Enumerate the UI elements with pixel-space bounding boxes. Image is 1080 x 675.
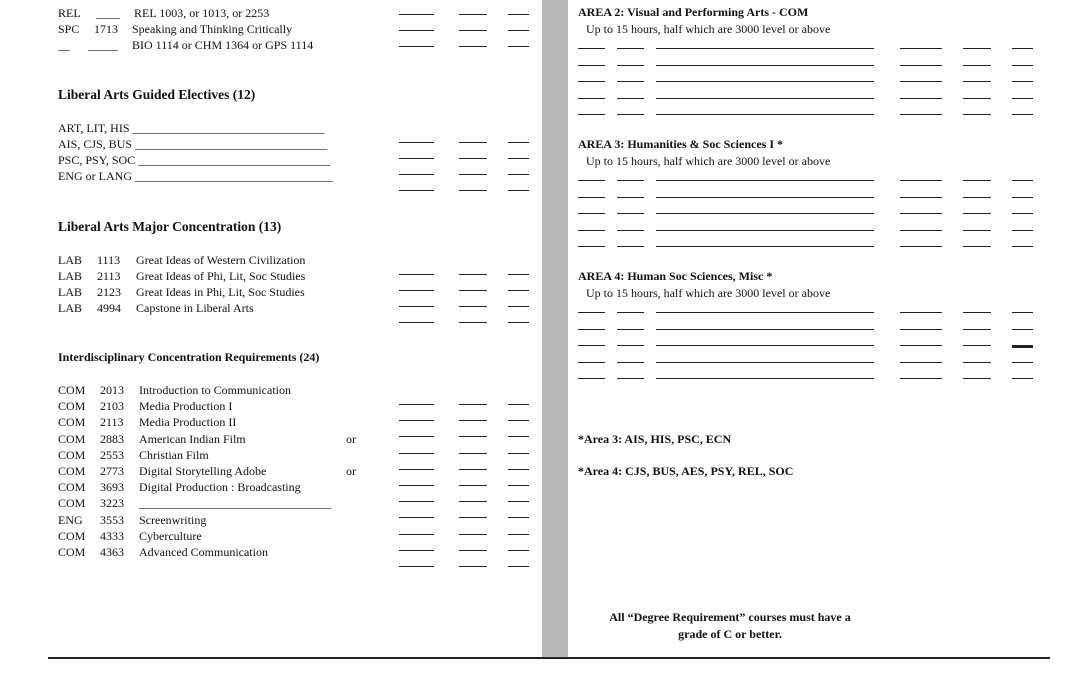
answer-blank <box>399 550 434 551</box>
answer-blank <box>459 274 487 275</box>
answer-blank <box>617 378 644 379</box>
answer-blank <box>399 14 434 15</box>
answer-blank <box>459 158 487 159</box>
answer-blank <box>459 46 487 47</box>
answer-blank <box>900 213 942 214</box>
answer-blank <box>459 306 487 307</box>
answer-blank <box>508 550 529 551</box>
course-title: Digital Production : Broadcasting <box>139 480 301 495</box>
answer-blank <box>399 290 434 291</box>
answer-blank <box>508 453 529 454</box>
answer-blank <box>399 534 434 535</box>
course-row <box>58 528 388 544</box>
course-row <box>58 300 388 316</box>
course-row <box>58 268 388 284</box>
course-number: 2123 <box>97 285 121 299</box>
course-title: Speaking and Thinking Critically <box>132 22 293 36</box>
answer-blank <box>459 453 487 454</box>
answer-blank <box>1012 378 1033 379</box>
course-code: LAB <box>58 269 82 283</box>
answer-blank <box>399 174 434 175</box>
answer-blank <box>399 30 434 31</box>
area-subtitle: Up to 15 hours, half which are 3000 level or above <box>586 22 831 36</box>
answer-blank <box>508 190 529 191</box>
answer-blank <box>399 485 434 486</box>
answer-blank <box>508 274 529 275</box>
answer-blank <box>459 322 487 323</box>
answer-blank <box>578 48 605 49</box>
answer-blank <box>1012 246 1033 247</box>
answer-blank <box>508 30 529 31</box>
course-row <box>58 21 398 37</box>
answer-blank <box>617 329 644 330</box>
course-row <box>58 431 388 447</box>
course-number: 3693 <box>100 480 124 495</box>
answer-blank <box>399 306 434 307</box>
answer-blank <box>1012 180 1033 181</box>
answer-blank <box>578 197 605 198</box>
course-title: Great Ideas in Phi, Lit, Soc Studies <box>136 285 305 299</box>
answer-blank <box>963 180 991 181</box>
answer-blank <box>617 230 644 231</box>
course-title: Christian Film <box>139 447 209 462</box>
grade-note-line-1: All “Degree Requirement” courses must have a <box>609 610 851 624</box>
answer-blank <box>459 290 487 291</box>
answer-blank <box>900 362 942 363</box>
course-number: 2013 <box>100 383 124 397</box>
course-number: 4333 <box>100 528 124 543</box>
course-title: American Indian Film <box>139 431 246 446</box>
course-row <box>58 495 388 511</box>
answer-blank <box>508 404 529 405</box>
or-label: or <box>346 431 356 446</box>
answer-blank <box>578 180 605 181</box>
course-number: 2103 <box>100 399 124 414</box>
elective-row: PSC, PSY, SOC ________________________________ <box>58 153 331 167</box>
answer-blank <box>1012 98 1033 99</box>
answer-blank <box>459 469 487 470</box>
answer-blank <box>578 378 605 379</box>
answer-blank <box>1012 81 1033 82</box>
answer-blank <box>508 306 529 307</box>
answer-blank <box>656 98 874 99</box>
column-divider <box>542 0 568 658</box>
answer-blank <box>617 98 644 99</box>
answer-blank <box>399 517 434 518</box>
answer-blank <box>578 98 605 99</box>
course-code: LAB <box>58 301 82 315</box>
answer-blank <box>656 230 874 231</box>
course-code: COM <box>58 447 86 462</box>
footnote-area-3: *Area 3: AIS, HIS, PSC, ECN <box>578 432 732 446</box>
answer-blank <box>459 534 487 535</box>
answer-blank <box>617 65 644 66</box>
course-number: _____ <box>88 38 118 52</box>
answer-blank <box>508 142 529 143</box>
course-title: Great Ideas of Phi, Lit, Soc Studies <box>136 269 306 283</box>
answer-blank <box>578 345 605 346</box>
answer-blank <box>963 98 991 99</box>
course-code: COM <box>58 415 86 430</box>
answer-blank <box>508 322 529 323</box>
answer-blank <box>1012 230 1033 231</box>
answer-blank <box>656 114 874 115</box>
answer-blank <box>656 48 874 49</box>
answer-blank <box>1012 312 1033 313</box>
answer-blank <box>1012 329 1033 330</box>
answer-blank <box>617 81 644 82</box>
answer-blank <box>399 142 434 143</box>
course-title: Media Production I <box>139 399 233 414</box>
course-row <box>58 447 388 463</box>
answer-blank <box>578 246 605 247</box>
answer-blank <box>508 534 529 535</box>
answer-blank <box>617 312 644 313</box>
course-code: COM <box>58 399 86 414</box>
course-row <box>58 382 388 398</box>
answer-blank <box>459 501 487 502</box>
course-title: ________________________________ <box>139 496 331 511</box>
answer-blank <box>963 213 991 214</box>
course-code: LAB <box>58 253 82 267</box>
answer-blank <box>459 14 487 15</box>
answer-blank <box>617 362 644 363</box>
answer-blank <box>399 190 434 191</box>
course-title: Introduction to Communication <box>139 383 291 397</box>
course-code: COM <box>58 464 86 478</box>
answer-blank <box>578 81 605 82</box>
answer-blank <box>900 197 942 198</box>
course-number: 2113 <box>100 415 124 430</box>
answer-blank <box>508 14 529 15</box>
course-code: COM <box>58 528 86 543</box>
answer-blank <box>963 329 991 330</box>
answer-blank <box>900 65 942 66</box>
answer-blank <box>963 345 991 346</box>
course-title: BIO 1114 or CHM 1364 or GPS 1114 <box>132 38 314 52</box>
answer-blank <box>656 81 874 82</box>
elective-row: ART, LIT, HIS ________________________________ <box>58 121 325 135</box>
answer-blank <box>963 81 991 82</box>
footnote-area-4: *Area 4: CJS, BUS, AES, PSY, REL, SOC <box>578 464 794 478</box>
answer-blank <box>508 174 529 175</box>
answer-blank <box>656 180 874 181</box>
answer-blank <box>1012 65 1033 66</box>
grade-note-line-2: grade of C or better. <box>678 627 782 641</box>
course-title: Screenwriting <box>139 512 207 527</box>
course-row <box>58 479 388 495</box>
answer-blank <box>656 246 874 247</box>
course-code: SPC <box>58 22 80 36</box>
or-label: or <box>346 464 356 478</box>
answer-blank <box>617 213 644 214</box>
course-row <box>58 284 388 300</box>
answer-blank <box>900 48 942 49</box>
answer-blank <box>459 420 487 421</box>
answer-blank <box>900 81 942 82</box>
elective-row: AIS, CJS, BUS ________________________________ <box>58 137 328 151</box>
answer-blank-filled <box>1012 346 1033 348</box>
course-number: 3553 <box>100 512 124 527</box>
answer-blank <box>399 404 434 405</box>
answer-blank <box>459 550 487 551</box>
answer-blank <box>459 30 487 31</box>
answer-blank <box>578 362 605 363</box>
answer-blank <box>459 566 487 567</box>
course-code: COM <box>58 431 86 446</box>
answer-blank <box>399 420 434 421</box>
answer-blank <box>900 345 942 346</box>
course-title: Capstone in Liberal Arts <box>136 301 254 315</box>
course-code: __ <box>58 38 70 52</box>
answer-blank <box>578 114 605 115</box>
course-row <box>58 37 398 53</box>
answer-blank <box>508 158 529 159</box>
course-code: COM <box>58 383 86 397</box>
answer-blank <box>963 114 991 115</box>
course-number: 2553 <box>100 447 124 462</box>
answer-blank <box>578 213 605 214</box>
answer-blank <box>399 46 434 47</box>
answer-blank <box>508 420 529 421</box>
answer-blank <box>1012 213 1033 214</box>
answer-blank <box>656 362 874 363</box>
answer-blank <box>656 213 874 214</box>
course-code: COM <box>58 545 86 559</box>
answer-blank <box>656 65 874 66</box>
course-number: 2883 <box>100 431 124 446</box>
course-number: 1713 <box>94 22 118 36</box>
answer-blank <box>900 98 942 99</box>
answer-blank <box>900 312 942 313</box>
answer-blank <box>617 48 644 49</box>
answer-blank <box>508 436 529 437</box>
answer-blank <box>459 436 487 437</box>
answer-blank <box>459 485 487 486</box>
answer-blank <box>578 312 605 313</box>
bottom-rule <box>48 657 1050 659</box>
course-number: 4363 <box>100 545 124 559</box>
course-row <box>58 512 388 528</box>
answer-blank <box>900 114 942 115</box>
elective-row: ENG or LANG _________________________________ <box>58 169 333 183</box>
area-heading: AREA 2: Visual and Performing Arts - COM <box>578 5 809 19</box>
answer-blank <box>508 485 529 486</box>
answer-blank <box>508 517 529 518</box>
course-row <box>58 414 388 430</box>
answer-blank <box>459 404 487 405</box>
answer-blank <box>656 329 874 330</box>
section-heading: Interdisciplinary Concentration Requirements (24) <box>58 350 320 364</box>
area-subtitle: Up to 15 hours, half which are 3000 level or above <box>586 154 831 168</box>
answer-blank <box>508 566 529 567</box>
answer-blank <box>900 180 942 181</box>
area-heading: AREA 3: Humanities & Soc Sciences I * <box>578 137 783 151</box>
course-number: 2773 <box>100 464 124 478</box>
answer-blank <box>656 378 874 379</box>
answer-blank <box>459 190 487 191</box>
answer-blank <box>963 246 991 247</box>
course-title: Media Production II <box>139 415 237 430</box>
answer-blank <box>617 197 644 198</box>
answer-blank <box>508 469 529 470</box>
answer-blank <box>399 322 434 323</box>
course-row <box>58 463 388 479</box>
course-code: LAB <box>58 285 82 299</box>
answer-blank <box>578 329 605 330</box>
answer-blank <box>399 469 434 470</box>
answer-blank <box>459 142 487 143</box>
course-code: COM <box>58 496 86 511</box>
section-heading: Liberal Arts Guided Electives (12) <box>58 87 256 102</box>
answer-blank <box>508 290 529 291</box>
answer-blank <box>900 230 942 231</box>
answer-blank <box>617 345 644 346</box>
course-title: REL 1003, or 1013, or 2253 <box>134 6 270 20</box>
answer-blank <box>656 312 874 313</box>
answer-blank <box>1012 48 1033 49</box>
answer-blank <box>963 362 991 363</box>
course-code: ENG <box>58 512 83 527</box>
answer-blank <box>900 329 942 330</box>
answer-blank <box>1012 362 1033 363</box>
answer-blank <box>399 453 434 454</box>
course-number: 4994 <box>97 301 121 315</box>
answer-blank <box>963 230 991 231</box>
answer-blank <box>963 378 991 379</box>
answer-blank <box>963 65 991 66</box>
section-heading: Liberal Arts Major Concentration (13) <box>58 219 282 234</box>
course-number: 3223 <box>100 496 124 511</box>
answer-blank <box>1012 114 1033 115</box>
course-title: Digital Storytelling Adobe <box>139 464 267 478</box>
course-number: 2113 <box>97 269 121 283</box>
answer-blank <box>399 436 434 437</box>
course-title: Cyberculture <box>139 528 202 543</box>
answer-blank <box>1012 197 1033 198</box>
answer-blank <box>578 230 605 231</box>
answer-blank <box>656 197 874 198</box>
course-row <box>58 544 388 560</box>
answer-blank <box>963 48 991 49</box>
course-code: REL <box>58 6 81 20</box>
answer-blank <box>656 345 874 346</box>
answer-blank <box>399 274 434 275</box>
area-heading: AREA 4: Human Soc Sciences, Misc * <box>578 269 773 283</box>
course-row <box>58 252 388 268</box>
answer-blank <box>963 197 991 198</box>
course-row <box>58 398 388 414</box>
answer-blank <box>508 501 529 502</box>
answer-blank <box>617 114 644 115</box>
course-row <box>58 5 398 21</box>
answer-blank <box>399 158 434 159</box>
answer-blank <box>617 246 644 247</box>
course-number: 1113 <box>97 253 121 267</box>
course-title: Advanced Communication <box>139 545 268 559</box>
answer-blank <box>508 46 529 47</box>
course-code: COM <box>58 480 86 495</box>
answer-blank <box>399 501 434 502</box>
area-subtitle: Up to 15 hours, half which are 3000 level or above <box>586 286 831 300</box>
answer-blank <box>578 65 605 66</box>
answer-blank <box>617 180 644 181</box>
answer-blank <box>459 174 487 175</box>
answer-blank <box>900 246 942 247</box>
answer-blank <box>963 312 991 313</box>
answer-blank <box>900 378 942 379</box>
answer-blank <box>459 517 487 518</box>
answer-blank <box>399 566 434 567</box>
course-title: Great Ideas of Western Civilization <box>136 253 306 267</box>
course-number: ____ <box>96 6 120 20</box>
